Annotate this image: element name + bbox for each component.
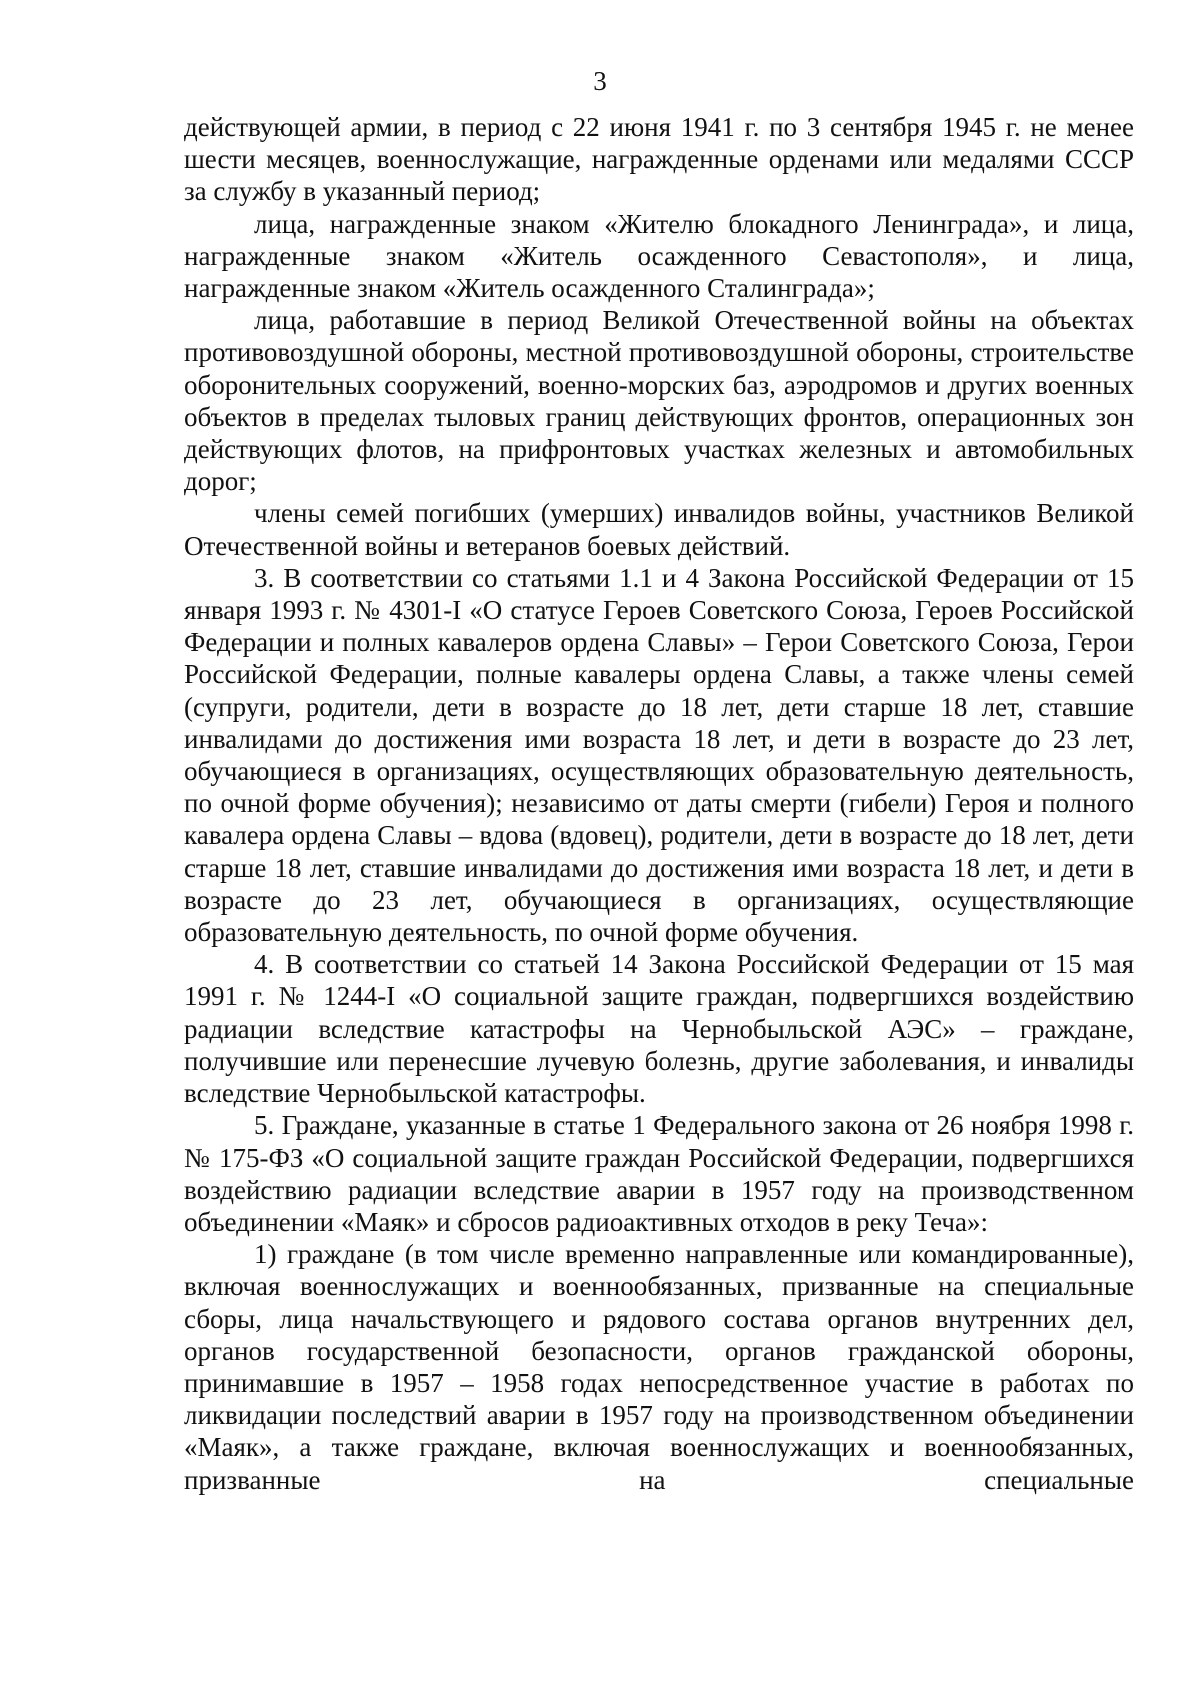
paragraph-family-members: члены семей погибших (умерших) инвалидов войны, участников Великой Отечественной войны и ветеранов боевых действий. (184, 498, 1134, 561)
document-body (184, 111, 1134, 1496)
paragraph-blockade-badge: лица, награжденные знаком «Жителю блокадного Ленинграда», и лица, награжденные знаком «Житель осажденного Севастополя», и лица, награжденные знаком «Житель осажденного Сталинграда»; (184, 208, 1134, 304)
paragraph-item-3-heroes: 3. В соответствии со статьями 1.1 и 4 Закона Российской Федерации от 15 января 1993 г. № 4301-I «О статусе Героев Советского Союза, Героев Российской Федерации и полных кавалеров ордена Славы» – Герои Советского Союза, Герои Российской Федерации, полные кавалеры ордена Славы, а также члены семей (супруги, родители, дети в возрасте до 18 лет, дети старше 18 лет, ставшие инвалидами до достижения ими возраста 18 лет, и дети в возрасте до 23 лет, обучающиеся в организациях, осуществляющих образовательную деятельность, по очной форме обучения); независимо от даты смерти (гибели) Героя и полного кавалера ордена Славы – вдова (вдовец), родители, дети в возрасте до 18 лет, дети старше 18 лет, ставшие инвалидами до достижения ими возраста 18 лет, и дети в возрасте до 23 лет, обучающиеся в организациях, осуществляющие образовательную деятельность, по очной форме обучения. (184, 562, 1134, 948)
paragraph-continuation: действующей армии, в период с 22 июня 1941 г. по 3 сентября 1945 г. не менее шести месяцев, военнослужащие, награжденные орденами или медалями СССР за службу в указанный период; (184, 112, 1134, 207)
paragraph-item-5-mayak: 5. Граждане, указанные в статье 1 Федерального закона от 26 ноября 1998 г. № 175-ФЗ «О социальной защите граждан Российской Федерации, подвергшихся воздействию радиации вследствие аварии в 1957 году на производственном объединении «Маяк» и сбросов радиоактивных отходов в реку Теча»: (184, 1110, 1134, 1237)
paragraph-subitem-1: 1) граждане (в том числе временно направленные или командированные), включая военнослужащих и военнообязанных, призванные на специальные сборы, лица начальствующего и рядового состава органов внутренних дел, органов государственной безопасности, органов гражданской обороны, принимавшие в 1957 – 1958 годах непосредственное участие в работах по ликвидации последствий аварии в 1957 году на производственном объединении «Маяк», а также граждане, включая военнослужащих и военнообязанных, призванные на специальные (184, 1239, 1134, 1495)
paragraph-item-4-chernobyl: 4. В соответствии со статьей 14 Закона Российской Федерации от 15 мая 1991 г. № 1244-I «О социальной защите граждан, подвергшихся воздействию радиации вследствие катастрофы на Чернобыльской АЭС» – граждане, получившие или перенесшие лучевую болезнь, другие заболевания, и инвалиды вследствие Чернобыльской катастрофы. (184, 949, 1134, 1109)
page-number: 3 (593, 66, 607, 96)
paragraph-air-defense-workers: лица, работавшие в период Великой Отечественной войны на объектах противовоздушной обороны, местной противовоздушной обороны, строительстве оборонительных сооружений, военно-морских баз, аэродромов и других военных объектов в пределах тыловых границ действующих фронтов, операционных зон действующих флотов, на прифронтовых участках железных и автомобильных дорог; (184, 305, 1134, 497)
